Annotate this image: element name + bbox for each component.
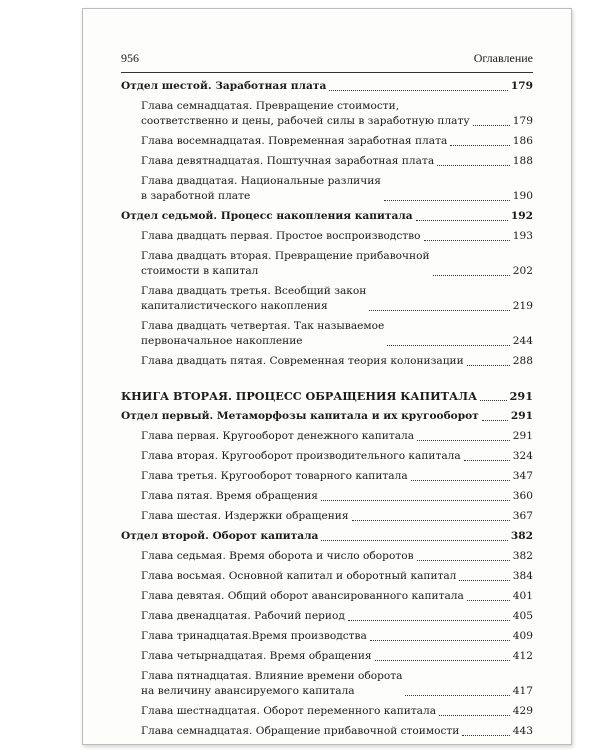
- toc-chapter-entry: [121, 669, 533, 699]
- toc-entry-page: 347: [512, 470, 533, 482]
- toc-entry-page: 192: [510, 210, 533, 222]
- toc-chapter-entry: [121, 229, 533, 244]
- toc-entry-page: 179: [512, 115, 533, 127]
- toc-entry-page: 202: [512, 265, 533, 277]
- dot-leader: [370, 640, 510, 641]
- toc-entry-page: 443: [512, 725, 533, 737]
- toc-entry-page: 186: [512, 135, 533, 147]
- toc-entry-title: Глава девятая. Общий оборот авансированного капитала: [141, 590, 464, 602]
- dot-leader: [439, 715, 510, 716]
- toc-chapter-entry: [121, 449, 533, 464]
- dot-leader: [375, 660, 510, 661]
- toc-entry-title: Глава двадцать вторая. Превращение прибавочной стоимости в капитал: [141, 250, 430, 277]
- toc-section-entry: [121, 79, 533, 94]
- dot-leader: [369, 310, 509, 311]
- dot-leader: [467, 365, 510, 366]
- toc-chapter-entry: [121, 549, 533, 564]
- toc-section-entry: [121, 209, 533, 224]
- dot-leader: [473, 125, 510, 126]
- toc-chapter-entry: [121, 589, 533, 604]
- page-number: 956: [121, 51, 139, 65]
- toc-entry-page: 179: [510, 80, 533, 92]
- toc-chapter-entry: [121, 704, 533, 719]
- toc-entry-title: Глава семнадцатая. Обращение прибавочной стоимости: [141, 725, 460, 737]
- toc-entry-title: Глава восемнадцатая. Повременная заработная плата: [141, 135, 448, 147]
- toc-chapter-entry: [121, 724, 533, 739]
- toc-entry-title: Глава четырнадцатая. Время обращения: [141, 650, 372, 662]
- toc-entry-title: Глава третья. Кругооборот товарного капитала: [141, 470, 408, 482]
- running-head: [121, 51, 533, 69]
- toc-chapter-entry: [121, 284, 533, 314]
- dot-leader: [411, 480, 510, 481]
- dot-leader: [387, 345, 509, 346]
- dot-leader: [417, 440, 510, 441]
- toc-entry-title: Глава двадцать четвертая. Так называемое первоначальное накопление: [141, 320, 385, 347]
- toc-chapter-entry: [121, 509, 533, 524]
- toc-section-entry: [121, 529, 533, 544]
- toc-entry-page: 219: [512, 300, 533, 312]
- toc-section-entry: [121, 409, 533, 424]
- dot-leader: [321, 500, 510, 501]
- toc-chapter-entry: [121, 99, 533, 129]
- dot-leader: [450, 145, 510, 146]
- dot-leader: [384, 200, 510, 201]
- toc-chapter-entry: [121, 249, 533, 279]
- dot-leader: [467, 600, 510, 601]
- running-title: Оглавление: [473, 51, 533, 65]
- toc-entry-title: КНИГА ВТОРАЯ. ПРОЦЕСС ОБРАЩЕНИЯ КАПИТАЛА: [121, 389, 478, 403]
- dot-leader: [464, 460, 510, 461]
- dot-leader: [416, 220, 508, 221]
- dot-leader: [329, 90, 508, 91]
- toc-entry-title: Глава первая. Кругооборот денежного капитала: [141, 430, 415, 442]
- toc-chapter-entry: [121, 469, 533, 484]
- toc-entry-title: Глава восьмая. Основной капитал и оборотный капитал: [141, 570, 457, 582]
- toc-entry-title: Глава семнадцатая. Превращение стоимости, соответственно и цены, рабочей силы в заработную плату: [141, 100, 470, 127]
- toc-chapter-entry: [121, 174, 533, 204]
- toc-entry-title: Отдел первый. Метаморфозы капитала и их кругооборот: [121, 410, 479, 422]
- dot-leader: [352, 520, 510, 521]
- book-page: [82, 8, 572, 745]
- toc-chapter-entry: [121, 649, 533, 664]
- toc-entry-title: Глава двадцать третья. Всеобщий закон капиталистического накопления: [141, 285, 367, 312]
- toc-entry-page: 190: [512, 190, 533, 202]
- toc-entry-page: 291: [510, 410, 533, 422]
- toc-entry-title: Глава седьмая. Время оборота и число оборотов: [141, 550, 414, 562]
- toc-entry-page: 409: [512, 630, 533, 642]
- toc-entry-page: 367: [512, 510, 533, 522]
- toc-chapter-entry: [121, 319, 533, 349]
- toc-entry-title: Отдел второй. Оборот капитала: [121, 530, 319, 542]
- toc-entry-title: Отдел седьмой. Процесс накопления капитала: [121, 210, 413, 222]
- dot-leader: [348, 620, 510, 621]
- dot-leader: [433, 275, 510, 276]
- toc-entry-page: 291: [512, 430, 533, 442]
- toc-entry-title: Глава двадцатая. Национальные различия в заработной плате: [141, 175, 381, 202]
- toc-entry-title: Глава шестая. Издержки обращения: [141, 510, 349, 522]
- toc-entry-title: Глава пятая. Время обращения: [141, 490, 318, 502]
- toc-entry-title: Глава тринадцатая.Время производства: [141, 630, 367, 642]
- toc-entry-title: Глава шестнадцатая. Оборот переменного капитала: [141, 705, 437, 717]
- toc-chapter-entry: [121, 489, 533, 504]
- toc-chapter-entry: [121, 134, 533, 149]
- toc-entry-title: Глава двенадцатая. Рабочий период: [141, 610, 345, 622]
- toc-chapter-entry: [121, 154, 533, 169]
- dot-leader: [417, 560, 510, 561]
- toc-entry-page: 288: [512, 355, 533, 367]
- toc-entry-title: Глава двадцать первая. Простое воспроизводство: [141, 230, 421, 242]
- toc-entry-title: Глава девятнадцатая. Поштучная заработная плата: [141, 155, 435, 167]
- toc-entry-page: 193: [512, 230, 533, 242]
- toc-entry-title: Глава вторая. Кругооборот производительного капитала: [141, 450, 461, 462]
- toc-entry-page: 244: [512, 335, 533, 347]
- toc-entry-page: 382: [510, 530, 533, 542]
- dot-leader: [482, 420, 508, 421]
- dot-leader: [405, 695, 509, 696]
- toc-chapter-entry: [121, 609, 533, 624]
- toc-entry-page: 384: [512, 570, 533, 582]
- toc-entry-page: 360: [512, 490, 533, 502]
- toc-chapter-entry: [121, 354, 533, 369]
- toc-entry-title: Глава двадцать пятая. Современная теория колонизации: [141, 355, 464, 367]
- toc-entry-page: 382: [512, 550, 533, 562]
- toc-entry-page: 417: [512, 685, 533, 697]
- dot-leader: [424, 240, 510, 241]
- toc-entry-page: 405: [512, 610, 533, 622]
- toc-entry-page: 324: [512, 450, 533, 462]
- table-of-contents: [121, 79, 533, 744]
- toc-entry-page: 401: [512, 590, 533, 602]
- toc-chapter-entry: [121, 629, 533, 644]
- dot-leader: [462, 735, 509, 736]
- toc-chapter-entry: [121, 429, 533, 444]
- dot-leader: [480, 400, 507, 401]
- dot-leader: [459, 580, 509, 581]
- toc-entry-title: Глава пятнадцатая. Влияние времени оборота на величину авансируемого капитала: [141, 670, 403, 697]
- toc-chapter-entry: [121, 569, 533, 584]
- toc-entry-page: 291: [509, 389, 533, 403]
- toc-book-entry: [121, 389, 533, 404]
- toc-entry-page: 188: [512, 155, 533, 167]
- toc-entry-page: 429: [512, 705, 533, 717]
- dot-leader: [321, 540, 507, 541]
- header-rule: [121, 72, 533, 73]
- dot-leader: [437, 165, 510, 166]
- toc-entry-page: 412: [512, 650, 533, 662]
- toc-entry-title: Отдел шестой. Заработная плата: [121, 80, 327, 92]
